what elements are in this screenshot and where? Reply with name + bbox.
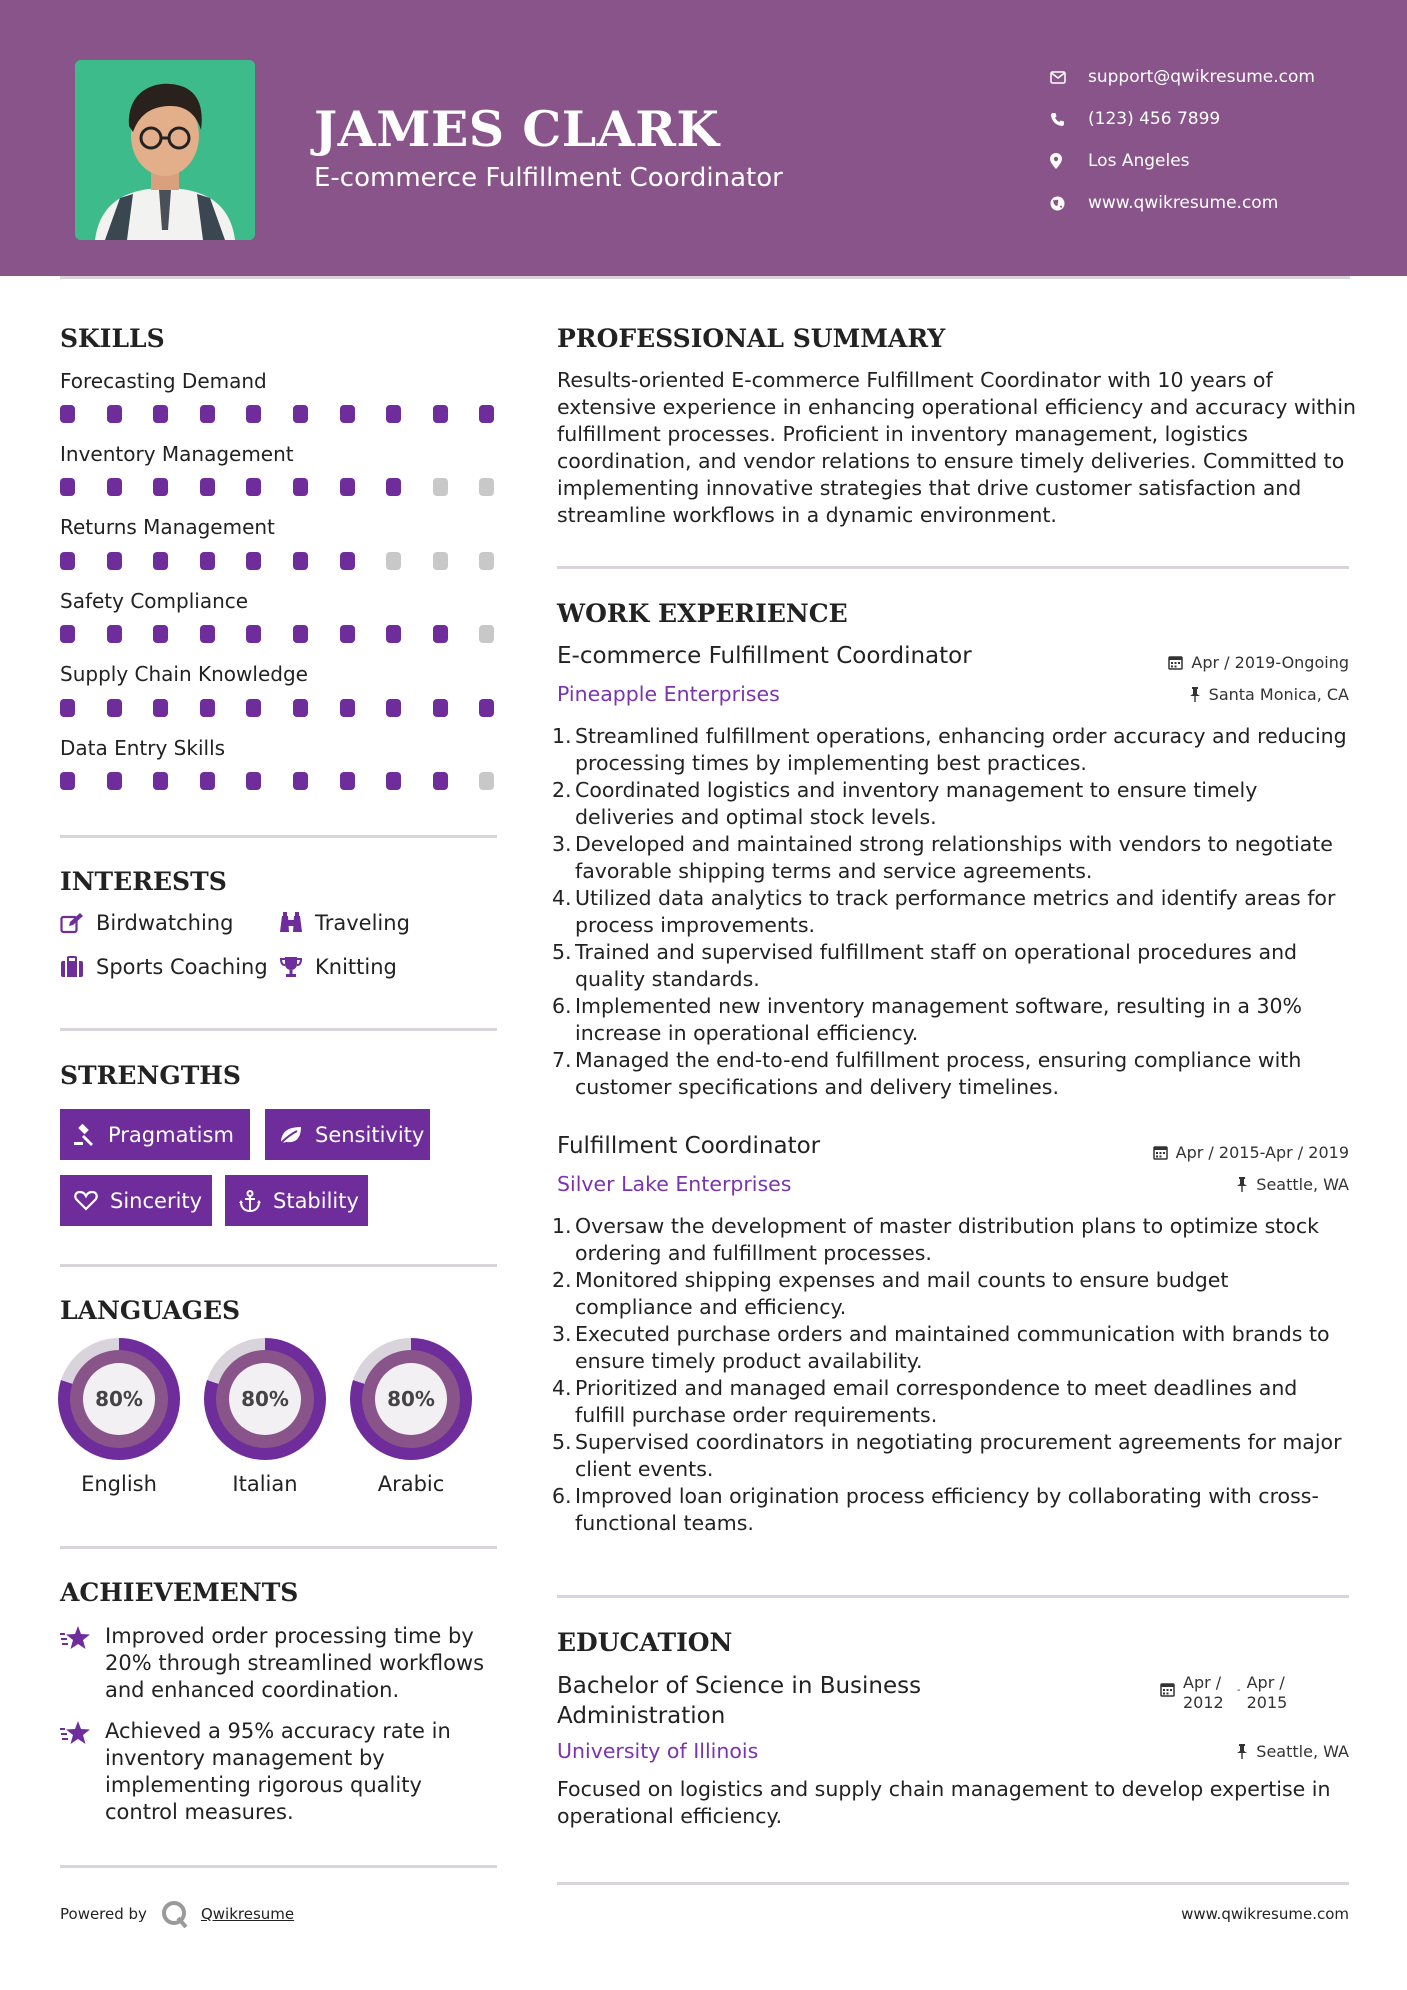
education-start-date: Apr / 2012 bbox=[1183, 1673, 1224, 1712]
globe-icon bbox=[1050, 196, 1088, 211]
job-dates bbox=[1168, 653, 1349, 672]
language-name: English bbox=[81, 1472, 157, 1496]
language-name: Italian bbox=[232, 1472, 298, 1496]
candidate-name: JAMES CLARK bbox=[314, 100, 720, 158]
education-heading: EDUCATION bbox=[557, 1628, 733, 1657]
skill-dot-filled bbox=[246, 625, 261, 643]
skill-dot-filled bbox=[153, 405, 168, 423]
skill-dot-filled bbox=[153, 699, 168, 717]
interest-label: Sports Coaching bbox=[96, 955, 268, 979]
language-percent: 80% bbox=[229, 1363, 301, 1435]
skill-dot-filled bbox=[293, 478, 308, 496]
location-pin-icon bbox=[1050, 153, 1088, 169]
skill-dot-empty bbox=[479, 625, 494, 643]
skill-dot-filled bbox=[200, 699, 215, 717]
gavel-icon bbox=[74, 1124, 96, 1146]
education-description: Focused on logistics and supply chain management to develop expertise in operational efficiency. bbox=[557, 1777, 1331, 1828]
date-separator: - bbox=[1237, 1685, 1241, 1696]
skill-dot-empty bbox=[386, 552, 401, 570]
skill-dot-empty bbox=[479, 552, 494, 570]
section-divider bbox=[557, 1595, 1349, 1598]
contact-phone-text: (123) 456 7899 bbox=[1088, 109, 1221, 129]
skill-name: Safety Compliance bbox=[60, 589, 249, 613]
skill-dot-filled bbox=[479, 699, 494, 717]
interests-heading: INTERESTS bbox=[60, 867, 227, 896]
skill-rating bbox=[60, 625, 500, 643]
section-divider bbox=[60, 1264, 497, 1267]
interest-item bbox=[279, 955, 397, 979]
achievement-text: Improved order processing time by 20% through streamlined workflows and enhanced coordination. bbox=[105, 1624, 485, 1702]
skill-name: Supply Chain Knowledge bbox=[60, 662, 308, 686]
education-location bbox=[1236, 1742, 1349, 1761]
skill-dot-filled bbox=[340, 405, 355, 423]
language-item bbox=[204, 1338, 326, 1496]
skill-dot-filled bbox=[246, 552, 261, 570]
skill-dot-filled bbox=[479, 405, 494, 423]
contact-list bbox=[1050, 56, 1315, 224]
achievement-item bbox=[60, 1623, 500, 1704]
calendar-icon bbox=[1160, 1682, 1175, 1697]
skill-dot-filled bbox=[386, 699, 401, 717]
briefcase-icon bbox=[60, 956, 96, 978]
footer-powered-by bbox=[60, 1900, 294, 1928]
skill-dot-filled bbox=[60, 405, 75, 423]
skill-dot-empty bbox=[433, 478, 448, 496]
contact-email-text: support@qwikresume.com bbox=[1088, 67, 1315, 87]
section-divider bbox=[60, 835, 497, 838]
skill-dot-filled bbox=[107, 552, 122, 570]
education-end-date: Apr / 2015 bbox=[1246, 1673, 1288, 1712]
skill-dot-filled bbox=[153, 625, 168, 643]
interest-label: Knitting bbox=[315, 955, 397, 979]
contact-location bbox=[1050, 140, 1315, 182]
bullet-item: 3. Executed purchase orders and maintained communication with brands to ensure timely product availability. bbox=[552, 1322, 1330, 1373]
contact-phone[interactable] bbox=[1050, 98, 1315, 140]
header-divider bbox=[60, 276, 1350, 279]
achievement-text: Achieved a 95% accuracy rate in inventory management by implementing rigorous quality control measures. bbox=[105, 1719, 451, 1824]
skill-rating bbox=[60, 478, 500, 496]
skill-rating bbox=[60, 552, 500, 570]
skill-dot-filled bbox=[107, 772, 122, 790]
skill-dot-filled bbox=[107, 478, 122, 496]
skill-dot-filled bbox=[246, 478, 261, 496]
calendar-icon bbox=[1168, 655, 1183, 670]
experience-heading: WORK EXPERIENCE bbox=[557, 599, 848, 628]
job-bullets bbox=[552, 1213, 1352, 1537]
achievements-heading: ACHIEVEMENTS bbox=[60, 1578, 299, 1607]
bullet-item: 5. Trained and supervised fulfillment staff on operational procedures and quality standards. bbox=[552, 940, 1298, 991]
binoculars-icon bbox=[279, 912, 315, 934]
bullet-item: 1. Oversaw the development of master distribution plans to optimize stock ordering and fulfillment processes. bbox=[552, 1214, 1319, 1265]
school-name: University of Illinois bbox=[557, 1739, 759, 1763]
skill-dot-filled bbox=[153, 552, 168, 570]
star-icon bbox=[60, 1623, 105, 1704]
skill-dot-filled bbox=[433, 625, 448, 643]
skill-dot-filled bbox=[386, 478, 401, 496]
interest-item bbox=[60, 955, 268, 979]
section-divider bbox=[60, 1865, 497, 1868]
contact-website-text: www.qwikresume.com bbox=[1088, 193, 1279, 213]
skill-name: Forecasting Demand bbox=[60, 369, 267, 393]
language-percent: 80% bbox=[83, 1363, 155, 1435]
header-banner bbox=[0, 0, 1407, 276]
skill-dot-filled bbox=[340, 625, 355, 643]
qwikresume-link[interactable]: Qwikresume bbox=[200, 1905, 295, 1923]
skill-dot-filled bbox=[60, 772, 75, 790]
skills-heading: SKILLS bbox=[60, 324, 165, 353]
contact-location-text: Los Angeles bbox=[1088, 151, 1190, 171]
degree-title: Bachelor of Science in Business Administration bbox=[557, 1673, 922, 1729]
contact-website[interactable] bbox=[1050, 182, 1315, 224]
job-dates bbox=[1153, 1143, 1349, 1162]
skill-dot-filled bbox=[60, 625, 75, 643]
bullet-item: 3. Developed and maintained strong relationships with vendors to negotiate favorable shipping terms and service agreements. bbox=[552, 832, 1333, 883]
skill-rating bbox=[60, 772, 500, 790]
language-item bbox=[58, 1338, 180, 1496]
skill-rating bbox=[60, 699, 500, 717]
skill-name: Data Entry Skills bbox=[60, 736, 226, 760]
star-icon bbox=[60, 1718, 105, 1826]
skill-dot-filled bbox=[60, 699, 75, 717]
skill-dot-filled bbox=[200, 405, 215, 423]
candidate-title: E-commerce Fulfillment Coordinator bbox=[314, 163, 783, 193]
interest-item bbox=[279, 911, 410, 935]
powered-by-label: Powered by bbox=[60, 1905, 147, 1923]
leaf-icon bbox=[279, 1125, 303, 1145]
pushpin-icon bbox=[1189, 687, 1201, 702]
skill-dot-filled bbox=[340, 478, 355, 496]
section-divider bbox=[557, 566, 1349, 569]
skill-dot-filled bbox=[200, 552, 215, 570]
achievement-item bbox=[60, 1718, 500, 1826]
section-divider bbox=[60, 1546, 497, 1549]
skill-dot-filled bbox=[433, 405, 448, 423]
skill-dot-filled bbox=[386, 625, 401, 643]
pushpin-icon bbox=[1236, 1177, 1248, 1192]
strength-label: Sincerity bbox=[110, 1188, 203, 1213]
footer-url[interactable]: www.qwikresume.com bbox=[1181, 1905, 1349, 1923]
strength-badge bbox=[225, 1175, 368, 1226]
skill-dot-filled bbox=[293, 699, 308, 717]
heart-icon bbox=[74, 1190, 98, 1211]
skill-dot-filled bbox=[293, 552, 308, 570]
skill-dot-filled bbox=[293, 405, 308, 423]
language-item bbox=[350, 1338, 472, 1496]
skill-dot-filled bbox=[60, 478, 75, 496]
job-location-text: Santa Monica, CA bbox=[1208, 685, 1349, 704]
company-name: Pineapple Enterprises bbox=[557, 682, 780, 706]
skill-dot-filled bbox=[107, 699, 122, 717]
job-location bbox=[1189, 685, 1349, 704]
language-progress-ring bbox=[350, 1338, 472, 1460]
skill-dot-empty bbox=[479, 478, 494, 496]
job-bullets bbox=[552, 723, 1352, 1101]
skill-dot-filled bbox=[246, 772, 261, 790]
bullet-item: 2. Monitored shipping expenses and mail counts to ensure budget compliance and efficiency. bbox=[552, 1268, 1229, 1319]
job-location bbox=[1236, 1175, 1349, 1194]
section-divider bbox=[557, 1882, 1349, 1885]
skill-dot-filled bbox=[433, 699, 448, 717]
skill-dot-filled bbox=[340, 699, 355, 717]
skill-rating bbox=[60, 405, 500, 423]
phone-icon bbox=[1050, 112, 1088, 127]
skill-dot-filled bbox=[246, 405, 261, 423]
skill-dot-filled bbox=[246, 699, 261, 717]
language-progress-ring bbox=[58, 1338, 180, 1460]
skill-dot-filled bbox=[293, 625, 308, 643]
skill-dot-empty bbox=[479, 772, 494, 790]
job-title: E-commerce Fulfillment Coordinator bbox=[557, 643, 972, 669]
strength-badge bbox=[265, 1109, 430, 1160]
job-dates-text: Apr / 2019-Ongoing bbox=[1191, 653, 1349, 672]
skill-dot-filled bbox=[340, 552, 355, 570]
language-name: Arabic bbox=[377, 1472, 445, 1496]
skill-dot-filled bbox=[340, 772, 355, 790]
language-percent: 80% bbox=[375, 1363, 447, 1435]
skill-dot-filled bbox=[153, 478, 168, 496]
skill-dot-filled bbox=[386, 772, 401, 790]
skill-name: Inventory Management bbox=[60, 442, 294, 466]
education-location-text: Seattle, WA bbox=[1256, 1742, 1349, 1761]
strengths-heading: STRENGTHS bbox=[60, 1061, 241, 1090]
job-title: Fulfillment Coordinator bbox=[557, 1133, 821, 1159]
contact-email[interactable] bbox=[1050, 56, 1315, 98]
skill-name: Returns Management bbox=[60, 515, 275, 539]
bullet-item: 1. Streamlined fulfillment operations, enhancing order accuracy and reducing processing times by implementing best practices. bbox=[552, 724, 1347, 775]
strength-badge bbox=[60, 1175, 212, 1226]
skill-dot-filled bbox=[200, 625, 215, 643]
bullet-item: 6. Implemented new inventory management software, resulting in a 30% increase in operational efficiency. bbox=[552, 994, 1303, 1045]
education-dates bbox=[1160, 1673, 1295, 1713]
skill-dot-filled bbox=[107, 625, 122, 643]
calendar-icon bbox=[1153, 1145, 1168, 1160]
profile-photo bbox=[75, 60, 255, 240]
bullet-item: 4. Prioritized and managed email correspondence to meet deadlines and fulfill purchase order requirements. bbox=[552, 1376, 1298, 1427]
skill-dot-filled bbox=[200, 478, 215, 496]
bullet-item: 7. Managed the end-to-end fulfillment process, ensuring compliance with customer specifications and delivery timelines. bbox=[552, 1048, 1302, 1099]
skill-dot-filled bbox=[386, 405, 401, 423]
anchor-icon bbox=[239, 1190, 261, 1212]
skill-dot-empty bbox=[433, 552, 448, 570]
summary-heading: PROFESSIONAL SUMMARY bbox=[557, 324, 946, 353]
skill-dot-filled bbox=[293, 772, 308, 790]
strength-badge bbox=[60, 1109, 250, 1160]
bullet-item: 4. Utilized data analytics to track performance metrics and identify areas for process improvements. bbox=[552, 886, 1336, 937]
bullet-item: 2. Coordinated logistics and inventory management to ensure timely deliveries and optimal stock levels. bbox=[552, 778, 1258, 829]
strength-label: Sensitivity bbox=[315, 1122, 425, 1147]
strength-label: Stability bbox=[273, 1188, 359, 1213]
skill-dot-filled bbox=[153, 772, 168, 790]
summary-text: Results-oriented E-commerce Fulfillment Coordinator with 10 years of extensive experience in enhancing operational efficiency and accuracy within fulfillment processes. Proficient in inventory management, logistics coordination, and vendor relations to ensure timely deliveries. Committed to implementing innovative strategies that drive customer satisfaction and streamline workflows in a dynamic environment. bbox=[557, 368, 1357, 527]
language-progress-ring bbox=[204, 1338, 326, 1460]
trophy-icon bbox=[279, 956, 315, 978]
bullet-item: 6. Improved loan origination process efficiency by collaborating with cross-functional teams. bbox=[552, 1484, 1319, 1535]
qwikresume-logo-icon bbox=[161, 1900, 189, 1928]
strength-label: Pragmatism bbox=[108, 1122, 234, 1147]
skill-dot-filled bbox=[433, 772, 448, 790]
pushpin-icon bbox=[1236, 1744, 1248, 1759]
envelope-icon bbox=[1050, 71, 1088, 84]
pencil-square-icon bbox=[60, 912, 96, 934]
job-dates-text: Apr / 2015-Apr / 2019 bbox=[1175, 1143, 1349, 1162]
skill-dot-filled bbox=[200, 772, 215, 790]
languages-heading: LANGUAGES bbox=[60, 1296, 241, 1325]
company-name: Silver Lake Enterprises bbox=[557, 1172, 792, 1196]
skill-dot-filled bbox=[107, 405, 122, 423]
section-divider bbox=[60, 1028, 497, 1031]
interest-label: Traveling bbox=[315, 911, 410, 935]
interest-item bbox=[60, 911, 233, 935]
skill-dot-filled bbox=[60, 552, 75, 570]
interest-label: Birdwatching bbox=[96, 911, 234, 935]
bullet-item: 5. Supervised coordinators in negotiating procurement agreements for major client events. bbox=[552, 1430, 1342, 1481]
job-location-text: Seattle, WA bbox=[1256, 1175, 1349, 1194]
